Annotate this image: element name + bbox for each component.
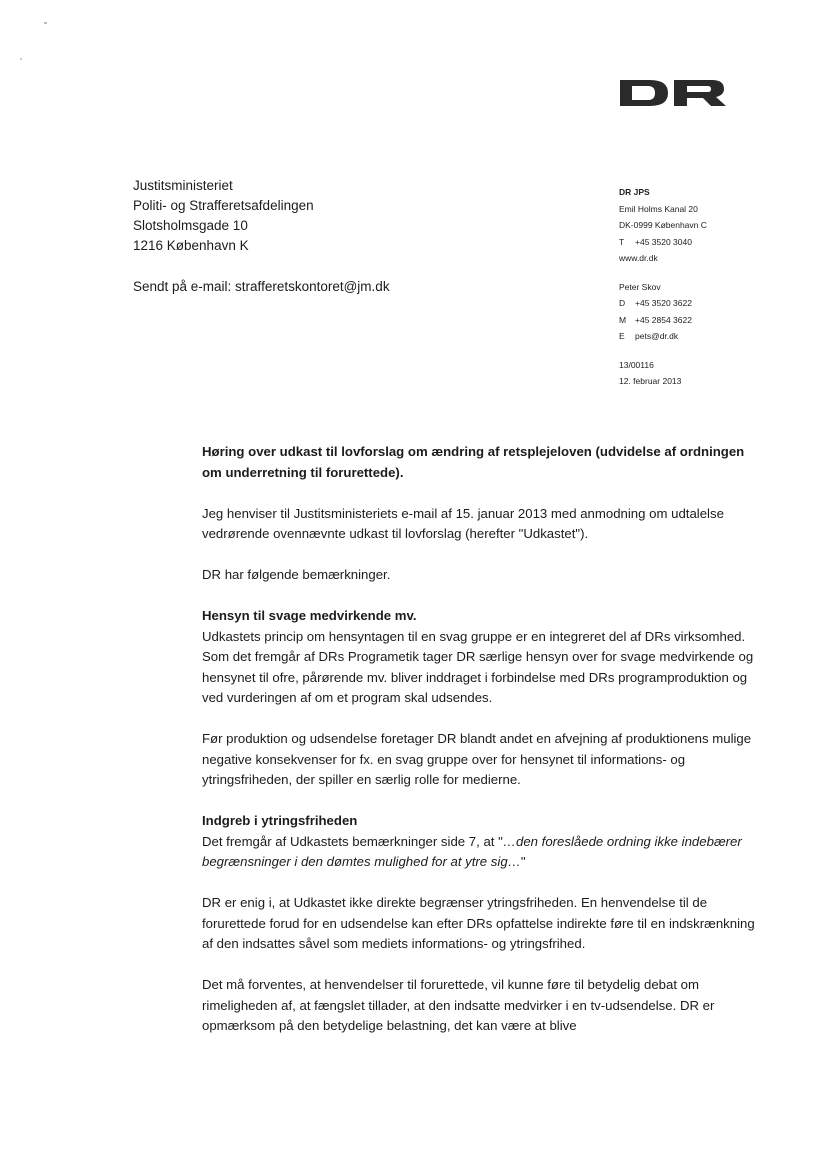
direct-label: D bbox=[619, 298, 626, 308]
letter-body bbox=[202, 442, 762, 1057]
sender-phone: +45 3520 3040 bbox=[635, 236, 692, 247]
quote-close: " bbox=[520, 854, 526, 869]
paragraph: Jeg henviser til Justitsministeriets e-mail af 15. januar 2013 med anmodning om udtalelse vedrørende ovennævnte udkast til lovforslag (herefter "Udkastet"). bbox=[202, 505, 724, 541]
scan-speck bbox=[44, 22, 47, 24]
paragraph: Det må forventes, at henvendelser til forurettede, vil kunne føre til betydelig debat om rimeligheden af, at fængslet tillader, at den indsatte medvirker i en tv-udsendelse. DR er opmærksom på den betydelige belastning, det kan være at blive bbox=[202, 977, 715, 1033]
paragraph: DR har følgende bemærkninger. bbox=[202, 567, 391, 582]
paragraph: DR er enig i, at Udkastet ikke direkte begrænser ytringsfriheden. En henvendelse til de forurettede forud for en udsendelse kan efter DRs opfattelse indirekte føre til en indskrænkning af den indsattes såvel som mediets informations- og ytringsfrihed. bbox=[202, 895, 755, 951]
sender-dept: DR JPS bbox=[619, 187, 650, 197]
recipient-line: 1216 København K bbox=[133, 238, 249, 253]
scan-speck bbox=[20, 58, 22, 60]
sender-web: www.dr.dk bbox=[619, 253, 658, 263]
contact-name: Peter Skov bbox=[619, 281, 661, 292]
paragraph-with-quote bbox=[202, 832, 762, 873]
quote-text: …den foreslåede ordning ikke indebærer begrænsninger i den dømtes mulighed for at ytre sig… bbox=[202, 833, 742, 869]
phone-label: T bbox=[619, 236, 625, 247]
quote-intro: Det fremgår af Udkastets bemærkninger side 7, at " bbox=[202, 833, 503, 849]
sent-line: Sendt på e-mail: strafferetskontoret@jm.dk bbox=[133, 279, 390, 294]
recipient-line: Politi- og Strafferetsafdelingen bbox=[133, 198, 314, 213]
dr-logo-icon bbox=[620, 80, 726, 106]
section-heading: Indgreb i ytringsfriheden bbox=[202, 813, 358, 828]
mobile-label: M bbox=[619, 314, 627, 325]
recipient-address bbox=[133, 176, 314, 256]
paragraph: Udkastets princip om hensyntagen til en svag gruppe er en integreret del af DRs virksomhed. Som det fremgår af DRs Programetik tager DR særlige hensyn over for svage medvirkende og hensynet til ofre, pårørende mv. bliver inddraget i forbindelse med DRs programproduktion og ved vurderingen af om et program skal udsendes. bbox=[202, 628, 754, 705]
recipient-line: Slotsholmsgade 10 bbox=[133, 218, 248, 233]
sender-address1: Emil Holms Kanal 20 bbox=[619, 203, 698, 214]
sender-address2: DK-0999 København C bbox=[619, 220, 707, 230]
contact-direct: +45 3520 3622 bbox=[635, 298, 692, 308]
case-number: 13/00116 bbox=[619, 359, 654, 370]
section-heading: Hensyn til svage medvirkende mv. bbox=[202, 608, 417, 623]
recipient-line: Justitsministeriet bbox=[133, 178, 233, 193]
paragraph: Før produktion og udsendelse foretager DR blandt andet en afvejning af produktionens mulige negative konsekvenser for fx. en svag gruppe over for hensynet til informations- og ytringsfriheden, der spiller en særlig rolle for medierne. bbox=[202, 731, 752, 787]
contact-email: pets@dr.dk bbox=[635, 331, 679, 341]
contact-mobile: +45 2854 3622 bbox=[635, 314, 692, 325]
letter-title: Høring over udkast til lovforslag om ændring af retsplejeloven (udvidelse af ordningen om underretning til forurettede). bbox=[202, 444, 745, 480]
letter-date: 12. februar 2013 bbox=[619, 376, 682, 386]
email-label: E bbox=[619, 331, 625, 341]
sender-block bbox=[619, 184, 707, 390]
